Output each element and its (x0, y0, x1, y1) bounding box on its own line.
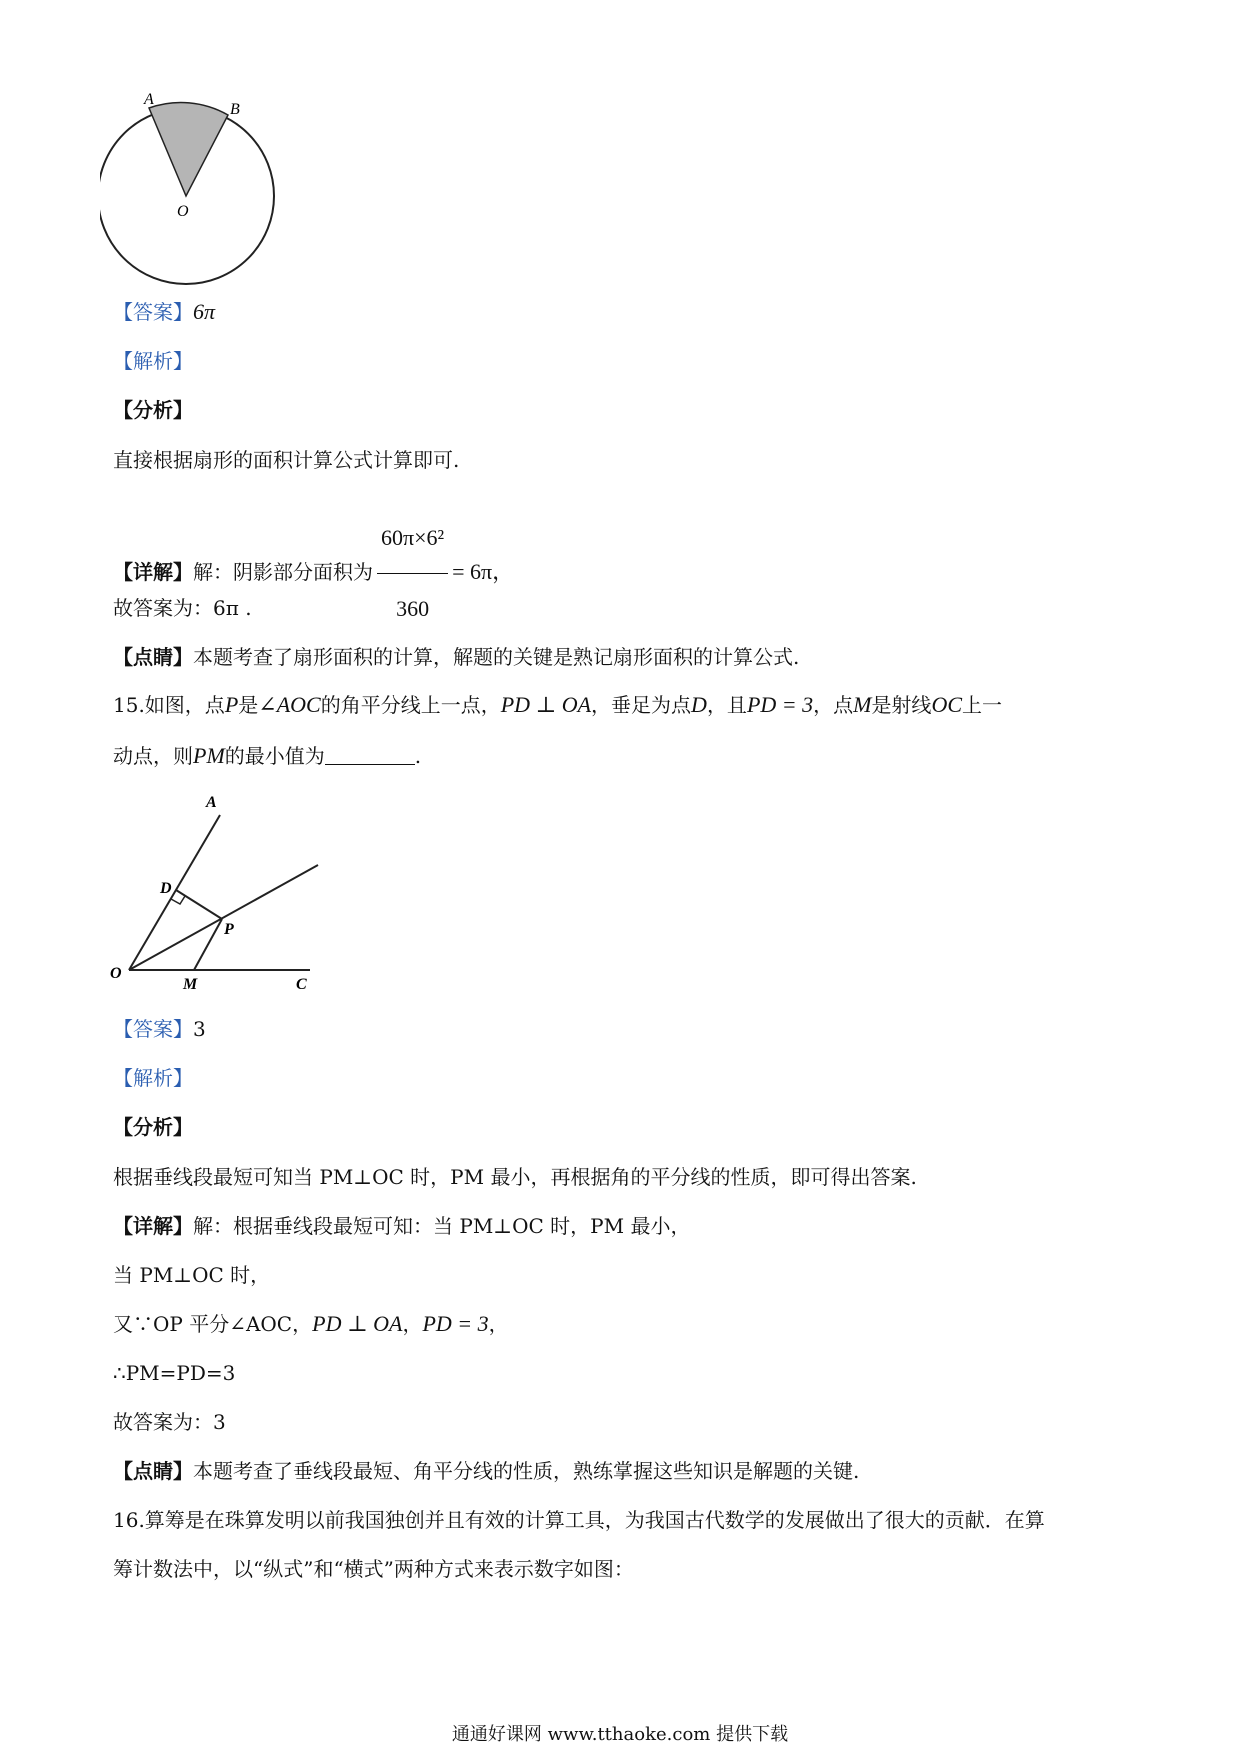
pd-perp-oa: PD ⊥ OA (312, 1311, 403, 1336)
answer-value: 3 (193, 1017, 206, 1041)
page-footer: 通通好课网 www.tthaoke.com 提供下载 (451, 1724, 789, 1745)
q14-conclusion: 故答案为：6π . (113, 596, 252, 620)
q15-step2 (113, 1310, 509, 1338)
dianjing-tag: 【点睛】 (113, 1459, 193, 1483)
q14-analysis-tag: 【解析】 (113, 349, 193, 373)
step-text: ， (402, 1312, 423, 1336)
detail-suffix: = 6π， (452, 559, 515, 584)
label-c: C (296, 976, 307, 993)
stem-text: 是射线 (871, 693, 932, 717)
dianjing-text: 本题考查了垂线段最短、角平分线的性质，熟练掌握这些知识是解题的关键. (193, 1459, 860, 1483)
detail-prefix: 解：阴影部分面积为 (193, 560, 373, 584)
point-d: D (691, 692, 707, 717)
q15-stem-line1 (113, 691, 1002, 719)
detail-text: 解：根据垂线段最短可知：当 PM⊥OC 时，PM 最小， (193, 1214, 691, 1238)
q15-stem-line2 (113, 742, 421, 770)
ray-op (129, 865, 318, 970)
angle-bisector-figure (110, 785, 330, 1000)
sector-figure (100, 90, 300, 290)
stem-text: 是 (238, 693, 259, 717)
q15-conclusion: 故答案为：3 (113, 1410, 226, 1434)
point-m: M (853, 692, 872, 717)
q16-stem-line2: 筹计数法中，以“纵式”和“横式”两种方式来表示数字如图： (113, 1557, 634, 1581)
pd-equals-3: PD = 3 (746, 692, 814, 717)
sector-area-fraction (377, 505, 448, 642)
stem-text: 上一 (962, 693, 1002, 717)
q15-analysis-tag: 【解析】 (113, 1066, 193, 1090)
pd-equals-3: PD = 3 (422, 1311, 489, 1336)
fraction-numerator: 60π×6² (377, 505, 448, 574)
q16-stem-line1: 16.算筹是在珠算发明以前我国独创并且有效的计算工具，为我国古代数学的发展做出了很大的贡献．在算 (113, 1508, 1045, 1532)
label-o: O (110, 965, 122, 982)
q14-answer (113, 298, 215, 326)
pd-perp-oa: PD ⊥ OA (500, 692, 592, 717)
detail-tag: 【详解】 (113, 560, 193, 584)
right-angle-mark (171, 896, 185, 904)
q14-dianjing (113, 643, 799, 671)
label-o: O (177, 203, 189, 220)
stem-text: ，点 (813, 693, 854, 717)
detail-tag: 【详解】 (113, 1214, 193, 1238)
step-text: 又∵OP 平分∠AOC， (113, 1312, 313, 1336)
stem-text: ，且 (706, 693, 747, 717)
dianjing-tag: 【点睛】 (113, 645, 193, 669)
stem-text: 的角平分线上一点， (320, 693, 501, 717)
q15-answer (113, 1015, 206, 1043)
answer-tag: 【答案】 (113, 1017, 193, 1041)
angle-aoc: ∠AOC (258, 692, 321, 717)
stem-text: . (414, 744, 422, 768)
label-d: D (160, 880, 172, 897)
label-a: A (144, 91, 154, 108)
answer-blank (325, 744, 415, 765)
stem-text: 动点，则 (113, 744, 193, 768)
shaded-sector (149, 102, 228, 196)
q15-fenxi-tag: 【分析】 (113, 1115, 193, 1139)
label-m: M (183, 976, 198, 993)
stem-text: 15.如图，点 (113, 693, 225, 717)
answer-value: 6π (193, 299, 216, 324)
q15-dianjing (113, 1457, 859, 1485)
q15-step1: 当 PM⊥OC 时， (113, 1263, 271, 1287)
q14-fenxi-text: 直接根据扇形的面积计算公式计算即可. (113, 448, 460, 472)
ray-oc: OC (931, 692, 962, 717)
label-a: A (206, 794, 217, 811)
q15-detail (113, 1212, 690, 1240)
step-text: ， (488, 1312, 509, 1336)
q15-step3: ∴PM=PD=3 (113, 1361, 236, 1385)
stem-text: 的最小值为 (224, 744, 325, 768)
point-p: P (224, 692, 239, 717)
segment-pm: PM (193, 743, 225, 768)
segment-pd (176, 890, 222, 919)
q15-fenxi-text: 根据垂线段最短可知当 PM⊥OC 时，PM 最小，再根据角的平分线的性质，即可得出答案. (113, 1165, 917, 1189)
label-b: B (230, 101, 240, 118)
label-p: P (224, 921, 234, 938)
fraction-denominator: 360 (396, 596, 430, 621)
stem-text: ，垂足为点 (591, 693, 692, 717)
answer-tag: 【答案】 (113, 300, 193, 324)
q14-fenxi-tag: 【分析】 (113, 398, 193, 422)
dianjing-text: 本题考查了扇形面积的计算，解题的关键是熟记扇形面积的计算公式. (193, 645, 800, 669)
